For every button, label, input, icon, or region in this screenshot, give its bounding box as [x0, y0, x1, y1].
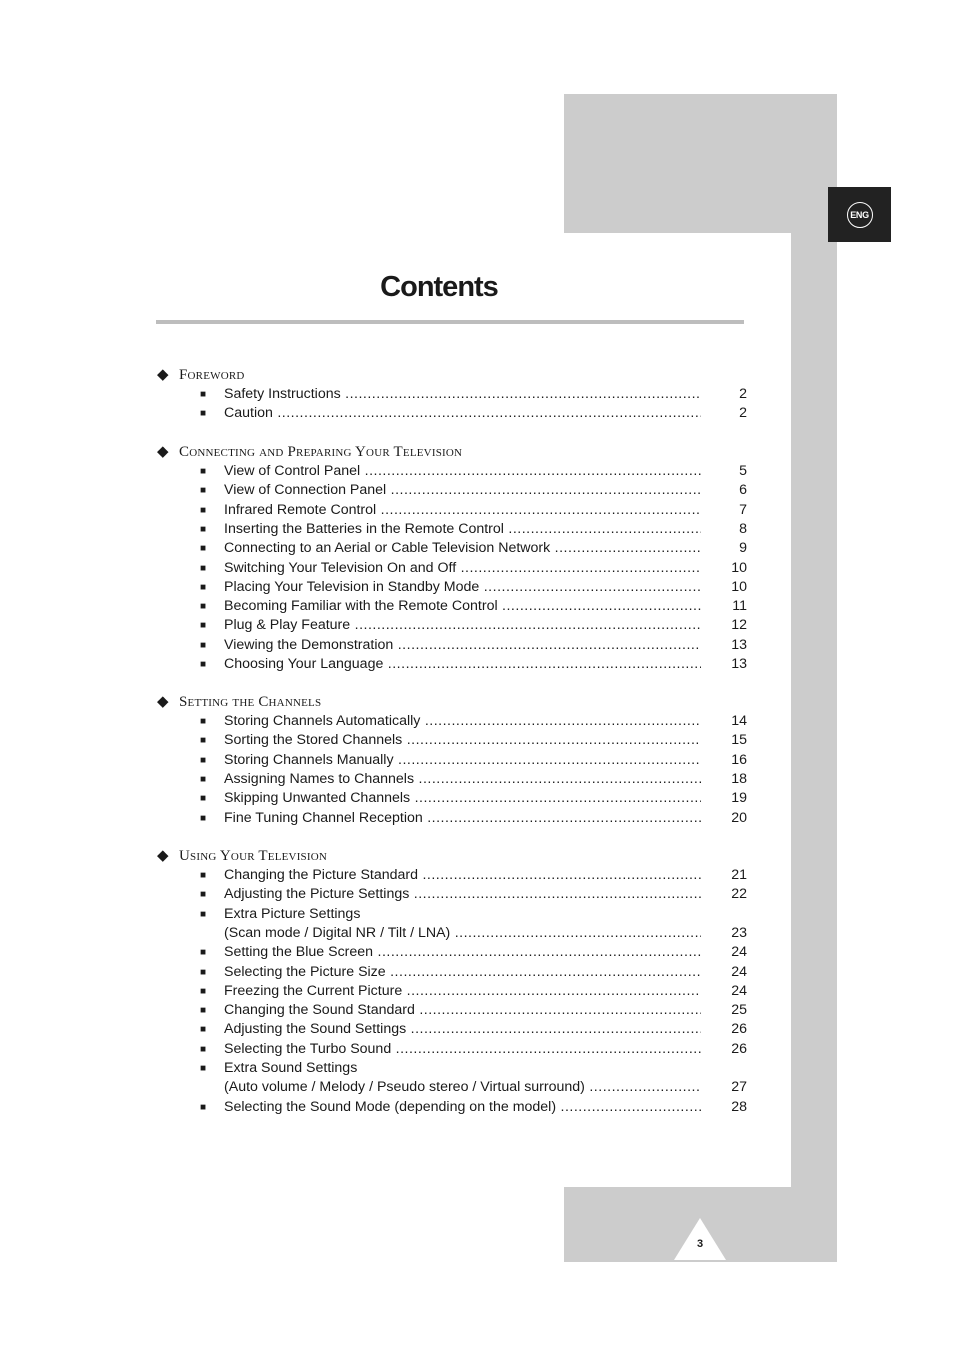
toc-entry-title-line	[224, 982, 701, 1000]
toc-entry-title-line	[224, 866, 701, 884]
toc-entry-title: Caution	[224, 405, 273, 422]
toc-entry-title: Placing Your Television in Standby Mode	[224, 578, 480, 595]
toc-entry-title: Extra Sound Settings	[224, 1060, 358, 1076]
section-heading-text: Connecting and Preparing Your Television	[179, 444, 463, 460]
square-bullet-icon: ■	[200, 793, 207, 805]
toc-entry-page: 24	[731, 944, 747, 961]
toc-entry	[200, 751, 747, 769]
toc-entry	[200, 578, 747, 596]
square-bullet-icon: ■	[200, 1043, 207, 1055]
square-bullet-icon: ■	[200, 1024, 207, 1036]
toc-entry-title-line	[224, 578, 701, 596]
section-heading	[157, 365, 245, 384]
toc-entry	[200, 809, 747, 827]
toc-entry-title-line	[224, 385, 701, 403]
toc-entry-page: 20	[731, 809, 747, 826]
toc-entry-title-line	[224, 501, 701, 519]
toc-entry	[200, 1098, 747, 1116]
toc-entry-title-line	[224, 905, 701, 923]
toc-entry-page: 10	[731, 578, 747, 595]
section-heading	[157, 692, 321, 711]
toc-entry-title-line	[224, 731, 701, 749]
title-divider	[156, 320, 744, 324]
toc-entry	[200, 1059, 747, 1077]
square-bullet-icon: ■	[200, 485, 207, 497]
section-heading	[157, 846, 327, 865]
dot-leader	[386, 964, 701, 980]
toc-entry-title: Sorting the Stored Channels	[224, 732, 403, 749]
toc-entry-page: 27	[731, 1079, 747, 1096]
toc-entry-page: 13	[731, 636, 747, 653]
toc-entry-title: Adjusting the Sound Settings	[224, 1021, 407, 1038]
diamond-bullet-icon: ◆	[157, 367, 169, 383]
square-bullet-icon: ■	[200, 466, 207, 477]
page-title: Contents	[380, 271, 498, 303]
toc-entry-title-line	[224, 520, 701, 538]
toc-entry-title-line	[224, 789, 701, 807]
toc-entry-title: Changing the Sound Standard	[224, 1002, 415, 1019]
square-bullet-icon: ■	[200, 389, 207, 400]
toc-entry-title-line	[224, 1059, 701, 1077]
square-bullet-icon: ■	[200, 562, 207, 574]
toc-entry	[200, 982, 747, 1000]
toc-entry-page: 5	[739, 463, 747, 479]
square-bullet-icon: ■	[200, 504, 207, 516]
toc-entry-title-line	[224, 636, 701, 654]
square-bullet-icon: ■	[200, 947, 207, 959]
toc-entry	[200, 943, 747, 961]
dot-leader	[479, 579, 701, 595]
toc-entry	[200, 385, 747, 403]
square-bullet-icon: ■	[200, 1101, 207, 1113]
dot-leader	[402, 983, 701, 999]
toc-entry-page: 19	[731, 790, 747, 807]
toc-entry-continuation	[200, 924, 747, 942]
toc-entry-page: 16	[731, 751, 747, 768]
dot-leader	[386, 482, 701, 498]
section-heading-text: Setting the Channels	[179, 694, 322, 710]
square-bullet-icon: ■	[200, 408, 207, 420]
toc-entry-page: 14	[731, 713, 747, 729]
toc-entry-title-line	[224, 616, 701, 634]
toc-entry-title-line	[224, 539, 701, 557]
dot-leader	[498, 598, 701, 614]
diamond-bullet-icon: ◆	[157, 694, 169, 710]
dot-leader	[273, 405, 701, 421]
toc-entry-page: 24	[731, 982, 747, 999]
toc-entry	[200, 597, 747, 615]
toc-entry-title-line	[224, 655, 701, 673]
toc-entry-title: Selecting the Picture Size	[224, 963, 386, 980]
toc-entry	[200, 1020, 747, 1038]
toc-entry-page: 21	[731, 867, 747, 883]
dot-leader	[420, 713, 701, 729]
square-bullet-icon: ■	[200, 620, 207, 632]
toc-entry	[200, 616, 747, 634]
toc-entry-subtitle: (Scan mode / Digital NR / Tilt / LNA)	[224, 924, 451, 941]
toc-entry-page: 2	[739, 405, 747, 422]
toc-entry-page: 7	[739, 501, 747, 518]
toc-entry-title: Extra Picture Settings	[224, 905, 361, 922]
dot-leader	[391, 1041, 701, 1057]
dot-leader	[409, 886, 701, 902]
toc-entry-title: Infrared Remote Control	[224, 501, 377, 518]
toc-entry-title: View of Connection Panel	[224, 482, 387, 499]
toc-entry-title: Inserting the Batteries in the Remote Control	[224, 520, 504, 537]
toc-entry-title-line	[224, 885, 701, 903]
square-bullet-icon: ■	[200, 1063, 207, 1074]
toc-entry-title-line	[224, 809, 701, 827]
dot-leader	[450, 925, 701, 941]
toc-entry	[200, 404, 747, 422]
square-bullet-icon: ■	[200, 581, 207, 593]
toc-entry	[200, 1040, 747, 1058]
toc-entry-title: Assigning Names to Channels	[224, 770, 415, 787]
square-bullet-icon: ■	[200, 985, 207, 997]
diamond-bullet-icon: ◆	[157, 444, 169, 460]
dot-leader	[410, 790, 701, 806]
page-number: 3	[696, 1238, 704, 1250]
toc-entry	[200, 731, 747, 749]
toc-entry	[200, 501, 747, 519]
toc-entry-title-line	[224, 712, 701, 730]
toc-entry-title: Safety Instructions	[224, 386, 341, 402]
toc-entry	[200, 481, 747, 499]
toc-entry-title: Changing the Picture Standard	[224, 867, 419, 883]
dot-leader	[414, 771, 701, 787]
square-bullet-icon: ■	[200, 735, 207, 747]
toc-entry	[200, 770, 747, 788]
diamond-bullet-icon: ◆	[157, 848, 169, 864]
dot-leader	[556, 1099, 701, 1115]
toc-entry-page: 13	[731, 656, 747, 672]
square-bullet-icon: ■	[200, 1005, 207, 1017]
square-bullet-icon: ■	[200, 754, 207, 766]
toc-entry	[200, 789, 747, 807]
toc-entry	[200, 636, 747, 654]
toc-entry-title-line	[224, 597, 701, 615]
toc-entry-title: Viewing the Demonstration	[224, 636, 394, 653]
toc-entry-page: 24	[731, 963, 747, 980]
square-bullet-icon: ■	[200, 639, 207, 651]
toc-entry-page: 8	[739, 520, 747, 537]
toc-entry	[200, 520, 747, 538]
toc-entry-title: Skipping Unwanted Channels	[224, 790, 411, 807]
toc-entry	[200, 905, 747, 923]
dot-leader	[406, 1021, 701, 1037]
toc-entry-title-line	[224, 963, 701, 981]
square-bullet-icon: ■	[200, 870, 207, 881]
toc-entry-page: 22	[731, 886, 747, 903]
toc-entry-title: Switching Your Television On and Off	[224, 559, 457, 576]
language-tab	[828, 187, 891, 242]
toc-entry-page: 23	[731, 924, 747, 941]
toc-entry-title-line	[224, 1020, 701, 1038]
toc-entry-continuation	[200, 1078, 747, 1096]
toc-entry-title-line	[224, 1098, 701, 1116]
square-bullet-icon: ■	[200, 812, 207, 824]
toc-entry-title-line	[224, 1001, 701, 1019]
toc-entry	[200, 1001, 747, 1019]
toc-entry-title: Fine Tuning Channel Reception	[224, 809, 423, 826]
toc-entry-page: 18	[731, 770, 747, 787]
square-bullet-icon: ■	[200, 659, 207, 670]
square-bullet-icon: ■	[200, 908, 207, 920]
toc-entry-title: Selecting the Sound Mode (depending on the model)	[224, 1098, 557, 1115]
toc-entry-page: 11	[732, 598, 747, 615]
toc-entry	[200, 885, 747, 903]
toc-entry	[200, 866, 747, 884]
toc-entry	[200, 559, 747, 577]
toc-entry-title: Freezing the Current Picture	[224, 982, 403, 999]
toc-entry-title: Choosing Your Language	[224, 656, 384, 672]
toc-entry-title: Becoming Familiar with the Remote Control	[224, 598, 498, 615]
toc-entry-page: 15	[731, 732, 747, 749]
toc-entry-title-line	[224, 559, 701, 577]
square-bullet-icon: ■	[200, 889, 207, 901]
toc-entry-title: Storing Channels Manually	[224, 751, 394, 768]
square-bullet-icon: ■	[200, 716, 207, 727]
toc-entry-page: 6	[739, 482, 747, 499]
toc-entry	[200, 462, 747, 480]
toc-entry-title: Connecting to an Aerial or Cable Television Network	[224, 540, 551, 557]
toc-entry-title-line	[224, 1040, 701, 1058]
toc-entry-subtitle: (Auto volume / Melody / Pseudo stereo / Virtual surround)	[224, 1079, 585, 1096]
toc-entry-title-line	[224, 751, 701, 769]
dot-leader	[504, 521, 701, 537]
toc-entry-page: 28	[731, 1098, 747, 1115]
toc-entry-page: 12	[731, 617, 747, 634]
dot-leader	[415, 1002, 701, 1018]
dot-leader	[585, 1079, 701, 1095]
toc-entry	[200, 712, 747, 730]
toc-entry-page: 26	[731, 1021, 747, 1038]
dot-leader	[373, 944, 701, 960]
dot-leader	[360, 463, 701, 479]
toc-entry-title: Adjusting the Picture Settings	[224, 886, 410, 903]
toc-entry-title: Setting the Blue Screen	[224, 944, 374, 961]
dot-leader	[550, 540, 701, 556]
toc-entry-title: Plug & Play Feature	[224, 617, 351, 634]
dot-leader	[456, 560, 701, 576]
toc-entry-title-line	[224, 943, 701, 961]
dot-leader	[383, 656, 701, 672]
square-bullet-icon: ■	[200, 523, 207, 535]
toc-entry-title-line	[224, 924, 701, 942]
toc-entry-title-line	[224, 1078, 701, 1096]
toc-entry-title: Selecting the Turbo Sound	[224, 1040, 392, 1057]
toc-entry-title-line	[224, 462, 701, 480]
dot-leader	[341, 386, 701, 402]
dot-leader	[418, 867, 701, 883]
dot-leader	[402, 732, 701, 748]
toc-entry-page: 9	[739, 540, 747, 557]
section-heading	[157, 442, 462, 461]
square-bullet-icon: ■	[200, 966, 207, 978]
toc-entry-page: 10	[731, 559, 747, 576]
toc-entry-page: 25	[731, 1002, 747, 1019]
square-bullet-icon: ■	[200, 601, 207, 613]
square-bullet-icon: ■	[200, 773, 207, 785]
decorative-band-right	[791, 94, 837, 1262]
toc-entry-title-line	[224, 770, 701, 788]
section-heading-text: Foreword	[179, 367, 245, 383]
dot-leader	[423, 810, 701, 826]
toc-entry-title-line	[224, 481, 701, 499]
dot-leader	[376, 502, 701, 518]
toc-entry-title: View of Control Panel	[224, 463, 361, 479]
toc-entry-title: Storing Channels Automatically	[224, 713, 421, 729]
toc-entry	[200, 539, 747, 557]
dot-leader	[394, 752, 701, 768]
toc-entry-page: 2	[739, 386, 747, 402]
language-badge: ENG	[847, 202, 873, 228]
section-heading-text: Using Your Television	[179, 848, 328, 864]
dot-leader	[393, 637, 701, 653]
square-bullet-icon: ■	[200, 543, 207, 555]
toc-entry	[200, 655, 747, 673]
toc-entry-title-line	[224, 404, 701, 422]
dot-leader	[350, 617, 701, 633]
toc-entry-page: 26	[731, 1040, 747, 1057]
toc-entry	[200, 963, 747, 981]
